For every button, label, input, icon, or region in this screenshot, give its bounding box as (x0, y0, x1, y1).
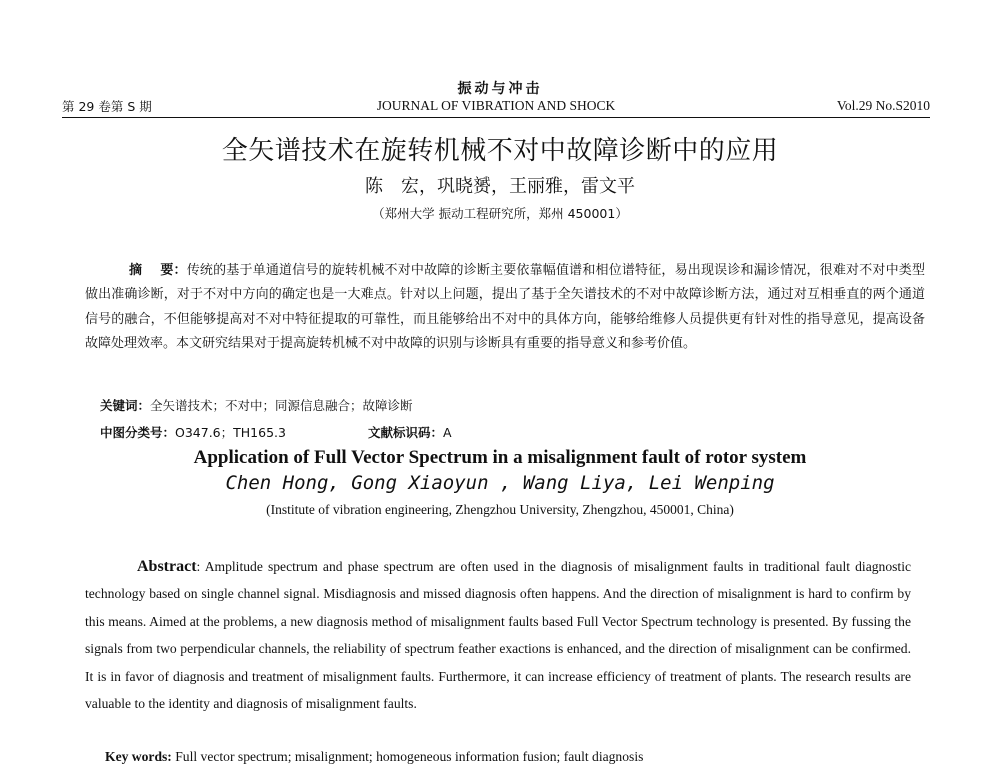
journal-name-cn: 振动与冲击 (457, 81, 543, 97)
volume-issue-en: Vol.29 No.S2010 (836, 98, 930, 113)
affiliation-cn: （郑州大学 振动工程研究所，郑州 450001） (372, 206, 628, 221)
keywords-cn-text: 全矢谱技术；不对中；同源信息融合；故障诊断 (150, 398, 413, 413)
abstract-cn (85, 259, 925, 356)
keywords-cn (100, 396, 413, 414)
keywords-en-label: Key words: (105, 749, 172, 764)
abstract-en (85, 553, 911, 717)
document-code-label: 文献标识码： (368, 425, 444, 440)
clc-label: 中图分类号： (100, 425, 176, 440)
authors-cn: 陈 宏，巩晓赟，王丽雅，雷文平 (365, 176, 635, 197)
abstract-cn-label: 摘 要： (129, 263, 187, 278)
volume-issue-cn: 第 29 卷第 S 期 (62, 99, 152, 114)
keywords-en (105, 749, 643, 765)
classification-line (100, 423, 452, 441)
authors-en: Chen Hong, Gong Xiaoyun , Wang Liya, Lei Wenping (225, 472, 775, 494)
abstract-cn-text: 传统的基于单通道信号的旋转机械不对中故障的诊断主要依靠幅值谱和相位谱特征，易出现误诊和漏诊情况，很难对不对中类型做出准确诊断，对于不对中方向的确定也是一大难点。针对以上问题，提出了基于全矢谱技术的不对中故障诊断方法，通过对互相垂直的两个通道信号的融合，不但能够提高对不对中特征提取的可靠性，而且能够给出不对中的具体方向，能够给维修人员提供更有针对性的指导意见，提高设备故障处理效率。本文研究结果对于提高旋转机械不对中故障的识别与诊断具有重要的指导意义和参考价值。 (85, 263, 925, 351)
journal-name-en: JOURNAL OF VIBRATION AND SHOCK (376, 98, 616, 113)
clc-value: O347.6；TH165.3 (175, 425, 286, 440)
abstract-en-label: Abstract (137, 558, 197, 575)
header-divider (62, 117, 930, 118)
document-code (368, 423, 452, 441)
affiliation-en: (Institute of vibration engineering, Zhengzhou University, Zhengzhou, 450001, China) (266, 502, 734, 517)
paper-title-cn: 全矢谱技术在旋转机械不对中故障诊断中的应用 (221, 136, 779, 166)
document-code-value: A (443, 425, 452, 440)
keywords-cn-label: 关键词： (100, 398, 151, 413)
running-header (62, 97, 930, 117)
abstract-en-text: : Amplitude spectrum and phase spectrum are often used in the diagnosis of misalignment faults in traditional fault diagnostic technology based on single channel signal. Misdiagnosis and missed diagnosis often happens. And the direction of misalignment is hard to confirm by this means. Aimed at the problems, a new diagnosis method of misalignment faults based Full Vector Spectrum technology is presented. By fussing the signals from two perpendicular channels, the reliability of spectrum feather exactions is enhanced, and the direction of misalignment can be confirmed. It is in favor of diagnosis and treatment of misalignment faults. Furthermore, it can increase efficiency of treatment of plants. The research results are valuable to the identity and diagnosis of misalignment faults. (85, 559, 911, 712)
paper-title-en: Application of Full Vector Spectrum in a misalignment fault of rotor system (193, 447, 807, 468)
keywords-en-text: Full vector spectrum; misalignment; homogeneous information fusion; fault diagnosis (171, 749, 644, 764)
